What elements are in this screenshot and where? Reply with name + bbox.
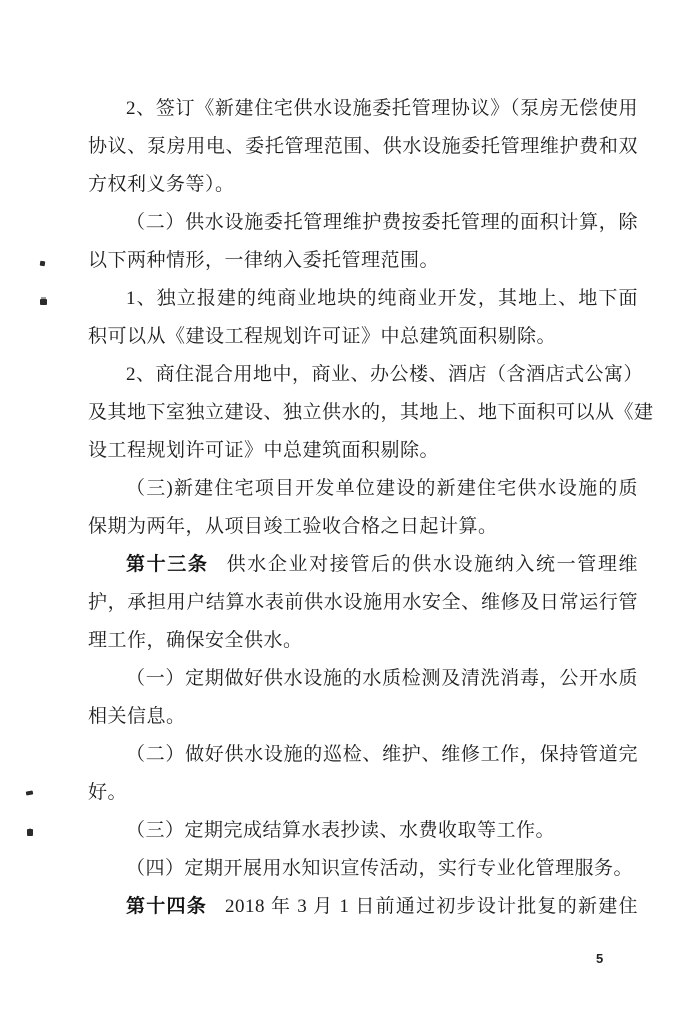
text-line: （一）定期做好供水设施的水质检测及清洗消毒，公开水质 [126, 668, 638, 689]
text-line: 理工作，确保安全供水。 [88, 630, 303, 651]
text-line: 护，承担用户结算水表前供水设施用水安全、维修及日常运行管 [88, 592, 638, 613]
article-14-heading: 第十四条 [126, 896, 207, 917]
document-text-block [88, 90, 654, 926]
text-line: 相关信息。 [88, 706, 186, 727]
text-line: 积可以从《建设工程规划许可证》中总建筑面积剔除。 [88, 326, 557, 347]
text-line-article-14 [88, 888, 638, 926]
text-line: （二）做好供水设施的巡检、维护、维修工作，保持管道完 [126, 744, 638, 765]
text-line: 2、商住混合用地中，商业、办公楼、酒店（含酒店式公寓） [126, 364, 644, 385]
text-line: 1、独立报建的纯商业地块的纯商业开发，其地上、地下面 [126, 288, 638, 309]
text-line: （四）定期开展用水知识宣传活动，实行专业化管理服务。 [126, 858, 634, 879]
ink-smudge-mark [26, 790, 34, 795]
ink-smudge-mark [27, 829, 33, 836]
article-13-text: 供水企业对接管后的供水设施纳入统一管理维 [226, 554, 638, 575]
ink-smudge-mark [40, 261, 46, 267]
article-13-heading: 第十三条 [126, 554, 209, 575]
page-number: 5 [596, 951, 604, 966]
text-line: 及其地下室独立建设、独立供水的，其地上、地下面积可以从《建 [88, 402, 654, 423]
text-line: 保期为两年，从项目竣工验收合格之日起计算。 [88, 516, 498, 537]
text-line: 设工程规划许可证》中总建筑面积剔除。 [88, 440, 440, 461]
text-line: （三）定期完成结算水表抄读、水费收取等工作。 [126, 820, 556, 841]
text-line: 方权利义务等）。 [88, 174, 235, 195]
ink-smudge-mark [40, 299, 47, 305]
text-line: 2、签订《新建住宅供水设施委托管理协议》（泵房无偿使用 [126, 98, 638, 119]
text-line: 协议、泵房用电、委托管理范围、供水设施委托管理维护费和双 [88, 136, 638, 157]
text-line: 好。 [88, 782, 128, 803]
text-line: （二）供水设施委托管理维护费按委托管理的面积计算，除 [126, 212, 638, 233]
text-line-article-13 [88, 546, 638, 584]
article-14-text: 2018 年 3 月 1 日前通过初步设计批复的新建住 [225, 896, 638, 917]
text-line: 以下两种情形，一律纳入委托管理范围。 [88, 250, 440, 271]
text-line: （三)新建住宅项目开发单位建设的新建住宅供水设施的质 [126, 478, 638, 499]
